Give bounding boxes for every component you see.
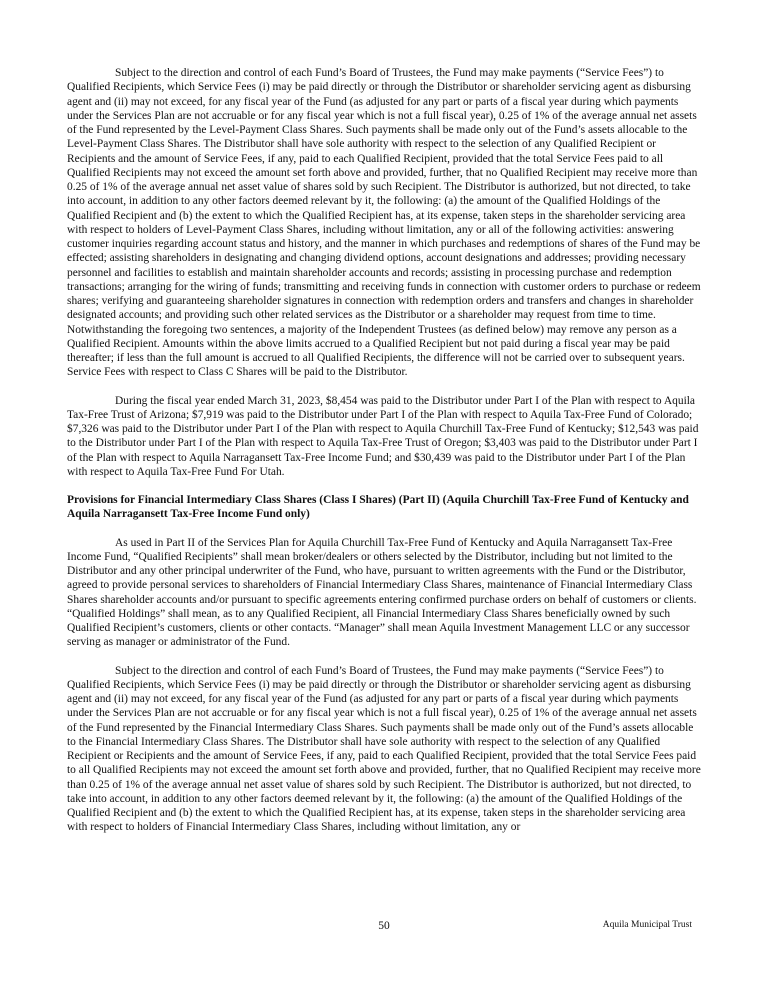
paragraph-service-fees-financial-intermediary: Subject to the direction and control of each Fund’s Board of Trustees, the Fund may make payments (“Service Fees”) to Qualified Recipients, which Service Fees (i) may be paid directly or through the Distributor or shareholder servicing agent as disbursing agent and (ii) may not exceed, for any fiscal year of the Fund (as adjusted for any part or parts of a fiscal year during which payments under the Services Plan are not accruable or for any fiscal year which is not a full fiscal year), 0.25 of 1% of the average annual net assets of the Fund represented by the Financial Intermediary Class Shares. Such payments shall be made only out of the Fund’s assets allocable to the Financial Intermediary Class Shares. The Distributor shall have sole authority with respect to the selection of any Qualified Recipient or Recipients and the amount of Service Fees, if any, paid to each Qualified Recipient, provided that the total Service Fees paid to all Qualified Recipients may not exceed the amount set forth above and provided, further, that no Qualified Recipient may receive more than 0.25 of 1% of the average annual net asset value of shares sold by such Recipient. The Distributor is authorized, but not directed, to take into account, in addition to any other factors deemed relevant by it, the following: (a) the amount of the Qualified Holdings of the Qualified Recipient and (b) the extent to which the Qualified Recipient has, at its expense, taken steps in the shareholder servicing area with respect to holders of Financial Intermediary Class Shares, including without limitation, any or bbox=[67, 664, 701, 834]
paragraph-qualified-recipients-definition: As used in Part II of the Services Plan for Aquila Churchill Tax-Free Fund of Kentucky and Aquila Narragansett Tax-Free Income Fund, “Qualified Recipients” shall mean broker/dealers or others selected by the Distributor, including but not limited to the Distributor and any other principal underwriter of the Fund, who have, pursuant to written agreements with the Fund or the Distributor, agreed to provide personal services to shareholders of Financial Intermediary Class Shares, maintenance of Financial Intermediary Class Shares shareholder accounts and/or pursuant to specific agreements entering confirmed purchase orders on behalf of customers or clients. “Qualified Holdings” shall mean, as to any Qualified Recipient, all Financial Intermediary Class Shares beneficially owned by such Qualified Recipient’s customers, clients or other contacts. “Manager” shall mean Aquila Investment Management LLC or any successor serving as manager or administrator of the Fund. bbox=[67, 536, 697, 649]
document-body bbox=[67, 66, 703, 849]
page-number: 50 bbox=[378, 920, 390, 932]
footer-document-title: Aquila Municipal Trust bbox=[602, 920, 692, 930]
paragraph-fiscal-year-payments: During the fiscal year ended March 31, 2023, $8,454 was paid to the Distributor under Part I of the Plan with respect to Aquila Tax-Free Trust of Arizona; $7,919 was paid to the Distributor under Part I of the Plan with respect to Aquila Tax-Free Fund of Colorado; $7,326 was paid to the Distributor under Part I of the Plan with respect to Aquila Churchill Tax-Free Fund of Kentucky; $12,543 was paid to the Distributor under Part I of the Plan with respect to Aquila Tax-Free Trust of Oregon; $3,403 was paid to the Distributor under Part I of the Plan with respect to Aquila Narragansett Tax-Free Income Fund; and $30,439 was paid to the Distributor under Part I of the Plan with respect to Aquila Tax-Free Fund For Utah. bbox=[67, 394, 699, 478]
paragraph-service-fees-level-payment: Subject to the direction and control of each Fund’s Board of Trustees, the Fund may make payments (“Service Fees”) to Qualified Recipients, which Service Fees (i) may be paid directly or through the Distributor or shareholder servicing agent as disbursing agent and (ii) may not exceed, for any fiscal year of the Fund (as adjusted for any part or parts of a fiscal year during which payments under the Services Plan are not accruable or for any fiscal year which is not a full fiscal year), 0.25 of 1% of the average annual net assets of the Fund represented by the Level-Payment Class Shares. Such payments shall be made only out of the Fund’s assets allocable to the Level-Payment Class Shares. The Distributor shall have sole authority with respect to the selection of any Qualified Recipient or Recipients and the amount of Service Fees, if any, paid to each Qualified Recipient, provided that the total Service Fees paid to all Qualified Recipients may not exceed the amount set forth above and provided, further, that no Qualified Recipient may receive more than 0.25 of 1% of the average annual net asset value of shares sold by such Recipient. The Distributor is authorized, but not directed, to take into account, in addition to any other factors deemed relevant by it, the following: (a) the amount of the Qualified Holdings of the Qualified Recipient and (b) the extent to which the Qualified Recipient has, at its expense, taken steps in the shareholder servicing area with respect to holders of Level-Payment Class Shares, including without limitation, any or all of the following activities: answering customer inquiries regarding account status and history, and the manner in which purchases and redemptions of shares of the Fund may be effected; assisting shareholders in designating and changing dividend options, account designations and addresses; providing necessary personnel and facilities to establish and maintain shareholder accounts and records; assisting in processing purchase and redemption transactions; arranging for the wiring of funds; transmitting and receiving funds in connection with customer orders to purchase or redeem shares; verifying and guaranteeing shareholder signatures in connection with redemption orders and transfers and changes in shareholder designated accounts; and providing such other related services as the Distributor or a shareholder may request from time to time. Notwithstanding the foregoing two sentences, a majority of the Independent Trustees (as defined below) may remove any person as a Qualified Recipient. Amounts within the above limits accrued to a Qualified Recipient but not paid during a fiscal year may be paid thereafter; if less than the full amount is accrued to all Qualified Recipients, the difference will not be carried over to subsequent years. Service Fees with respect to Class C Shares will be paid to the Distributor. bbox=[67, 67, 701, 379]
section-heading-class-i-shares: Provisions for Financial Intermediary Class Shares (Class I Shares) (Part II) (Aquila Churchill Tax-Free Fund of Kentucky and Aquila Narragansett Tax-Free Income Fund only) bbox=[67, 494, 689, 521]
